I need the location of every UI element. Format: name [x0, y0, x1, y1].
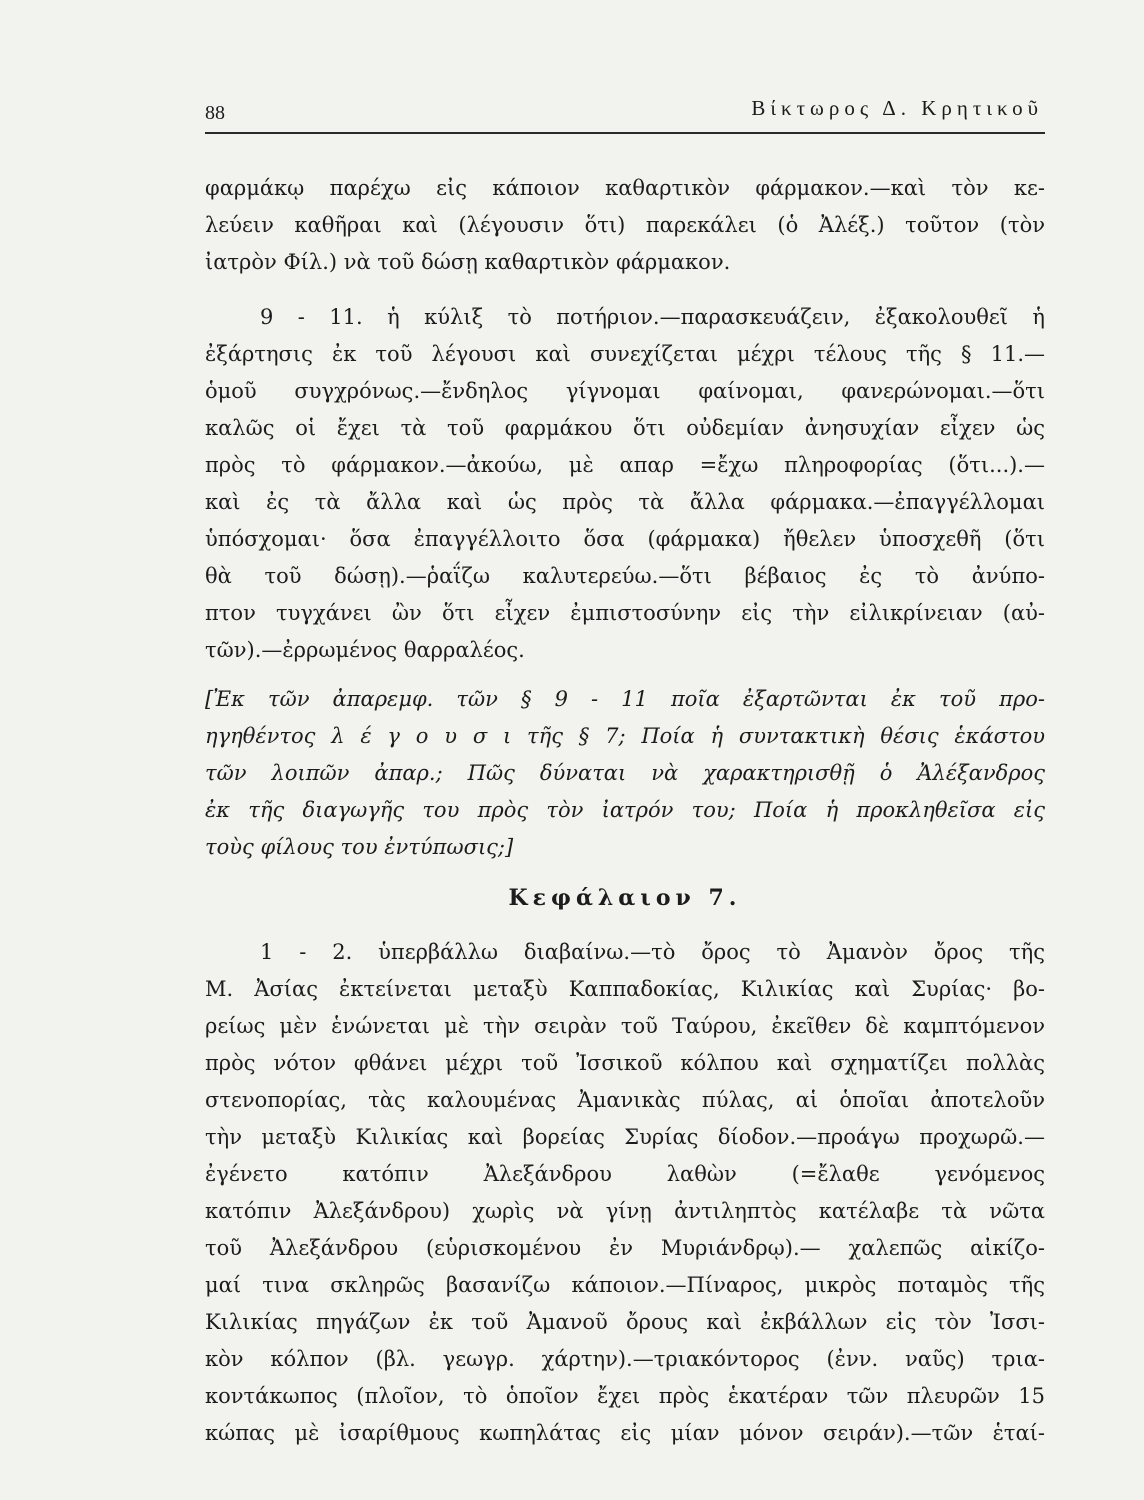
text-line: τὴν μεταξὺ Κιλικίας καὶ βορείας Συρίας δίοδον.—προάγω προχωρῶ.—: [205, 1125, 1045, 1149]
paragraph-9-11: [205, 299, 1045, 669]
text-line: πρὸς νότον φθάνει μέχρι τοῦ Ἰσσικοῦ κόλπου καὶ σχηματίζει πολλὰς: [205, 1051, 1045, 1075]
page-header: [205, 92, 1045, 134]
text-line: ἐκ τῆς διαγωγῆς του πρὸς τὸν ἰατρόν του; Ποία ἡ προκληθεῖσα εἰς: [205, 798, 1045, 822]
chapter-heading: Κεφάλαιον 7.: [508, 885, 742, 911]
text-line: ἐξάρτησις ἐκ τοῦ λέγουσι καὶ συνεχίζεται μέχρι τέλους τῆς § 11.—: [205, 342, 1045, 366]
text-line: 1 - 2. ὑπερβάλλω διαβαίνω.—τὸ ὄρος τὸ Ἀμανὸν ὄρος τῆς: [260, 940, 1045, 964]
text-line: στενοπορίας, τὰς καλουμένας Ἀμανικὰς πύλας, αἱ ὁποῖαι ἀποτελοῦν: [205, 1088, 1045, 1112]
text-line: τοῦ Ἀλεξάνδρου (εὑρισκομένου ἐν Μυριάνδρῳ).— χαλεπῶς αἰκίζο-: [205, 1236, 1045, 1260]
text-line: κώπας μὲ ἰσαρίθμους κωπηλάτας εἰς μίαν μόνον σειράν).—τῶν ἑταί-: [205, 1421, 1045, 1445]
text-line: ἐγένετο κατόπιν Ἀλεξάνδρου λαθὼν (=ἔλαθε γενόμενος: [205, 1162, 1045, 1186]
text-line: θὰ τοῦ δώσῃ).—ῥαΐζω καλυτερεύω.—ὅτι βέβαιος ἐς τὸ ἀνύπο-: [205, 564, 1045, 588]
paragraph-pharmako: [205, 170, 1045, 281]
text-line: λεύειν καθῆραι καὶ (λέγουσιν ὅτι) παρεκάλει (ὁ Ἀλέξ.) τοῦτον (τὸν: [205, 213, 1045, 237]
text-line: καὶ ἐς τὰ ἄλλα καὶ ὡς πρὸς τὰ ἄλλα φάρμακα.—ἐπαγγέλλομαι: [205, 490, 1045, 514]
text-line: πρὸς τὸ φάρμακον.—ἀκούω, μὲ απαρ =ἔχω πληροφορίας (ὅτι...).—: [205, 453, 1045, 477]
text-line: κὸν κόλπον (βλ. γεωγρ. χάρτην).—τριακόντορος (ἐνν. ναῦς) τρια-: [205, 1347, 1045, 1371]
text-line: [Ἐκ τῶν ἀπαρεμφ. τῶν § 9 - 11 ποῖα ἐξαρτῶνται ἐκ τοῦ προ-: [205, 687, 1045, 711]
text-line: ὁμοῦ συγχρόνως.—ἔνδηλος γίγνομαι φαίνομαι, φανερώνομαι.—ὅτι: [205, 379, 1045, 403]
commentary-text: [205, 170, 1045, 1452]
text-line: κοντάκωπος (πλοῖον, τὸ ὁποῖον ἔχει πρὸς ἑκατέραν τῶν πλευρῶν 15: [205, 1384, 1045, 1408]
text-line: ἰατρὸν Φίλ.) νὰ τοῦ δώσῃ καθαρτικὸν φάρμακον.: [205, 250, 731, 274]
running-head: Βίκτωρος Δ. Κρητικοῦ: [751, 96, 1043, 120]
text-line: καλῶς οἱ ἔχει τὰ τοῦ φαρμάκου ὅτι οὐδεμίαν ἀνησυχίαν εἶχεν ὡς: [205, 416, 1045, 440]
text-line: ρείως μὲν ἑνώνεται μὲ τὴν σειρὰν τοῦ Ταύρου, ἐκεῖθεν δὲ καμπτόμενον: [205, 1014, 1045, 1038]
text-line: τῶν).—ἐρρωμένος θαρραλέος.: [205, 638, 525, 662]
text-line: τοὺς φίλους του ἐντύπωσις;]: [205, 835, 514, 859]
text-line: ὑπόσχομαι· ὅσα ἐπαγγέλλοιτο ὅσα (φάρμακα) ἤθελεν ὑποσχεθῆ (ὅτι: [205, 527, 1045, 551]
text-line: 9 - 11. ἡ κύλιξ τὸ ποτήριον.—παρασκευάζειν, ἐξακολουθεῖ ἡ: [260, 305, 1045, 329]
paragraph-1-2: [205, 934, 1045, 1452]
text-line: φαρμάκῳ παρέχω εἰς κάποιον καθαρτικὸν φάρμακον.—καὶ τὸν κε-: [205, 176, 1045, 200]
text-line: κατόπιν Ἀλεξάνδρου) χωρὶς νὰ γίνῃ ἀντιληπτὸς κατέλαβε τὰ νῶτα: [205, 1199, 1045, 1223]
text-line: ηγηθέντος λ έ γ ο υ σ ι τῆς § 7; Ποία ἡ συντακτικὴ θέσις ἑκάστου: [205, 724, 1045, 748]
page-number: 88: [205, 102, 225, 124]
text-line: πτον τυγχάνει ὢν ὅτι εἶχεν ἐμπιστοσύνην εἰς τὴν εἰλικρίνειαν (αὐ-: [205, 601, 1045, 625]
text-line: τῶν λοιπῶν ἀπαρ.; Πῶς δύναται νὰ χαρακτηρισθῇ ὁ Ἀλέξανδρος: [205, 761, 1045, 785]
text-line: Κιλικίας πηγάζων ἐκ τοῦ Ἀμανοῦ ὄρους καὶ ἐκβάλλων εἰς τὸν Ἰσσι-: [205, 1310, 1045, 1334]
text-line: μαί τινα σκληρῶς βασανίζω κάποιον.—Πίναρος, μικρὸς ποταμὸς τῆς: [205, 1273, 1045, 1297]
questions-paragraph: [205, 681, 1045, 866]
text-line: Μ. Ἀσίας ἐκτείνεται μεταξὺ Καππαδοκίας, Κιλικίας καὶ Συρίας· βο-: [205, 977, 1045, 1001]
